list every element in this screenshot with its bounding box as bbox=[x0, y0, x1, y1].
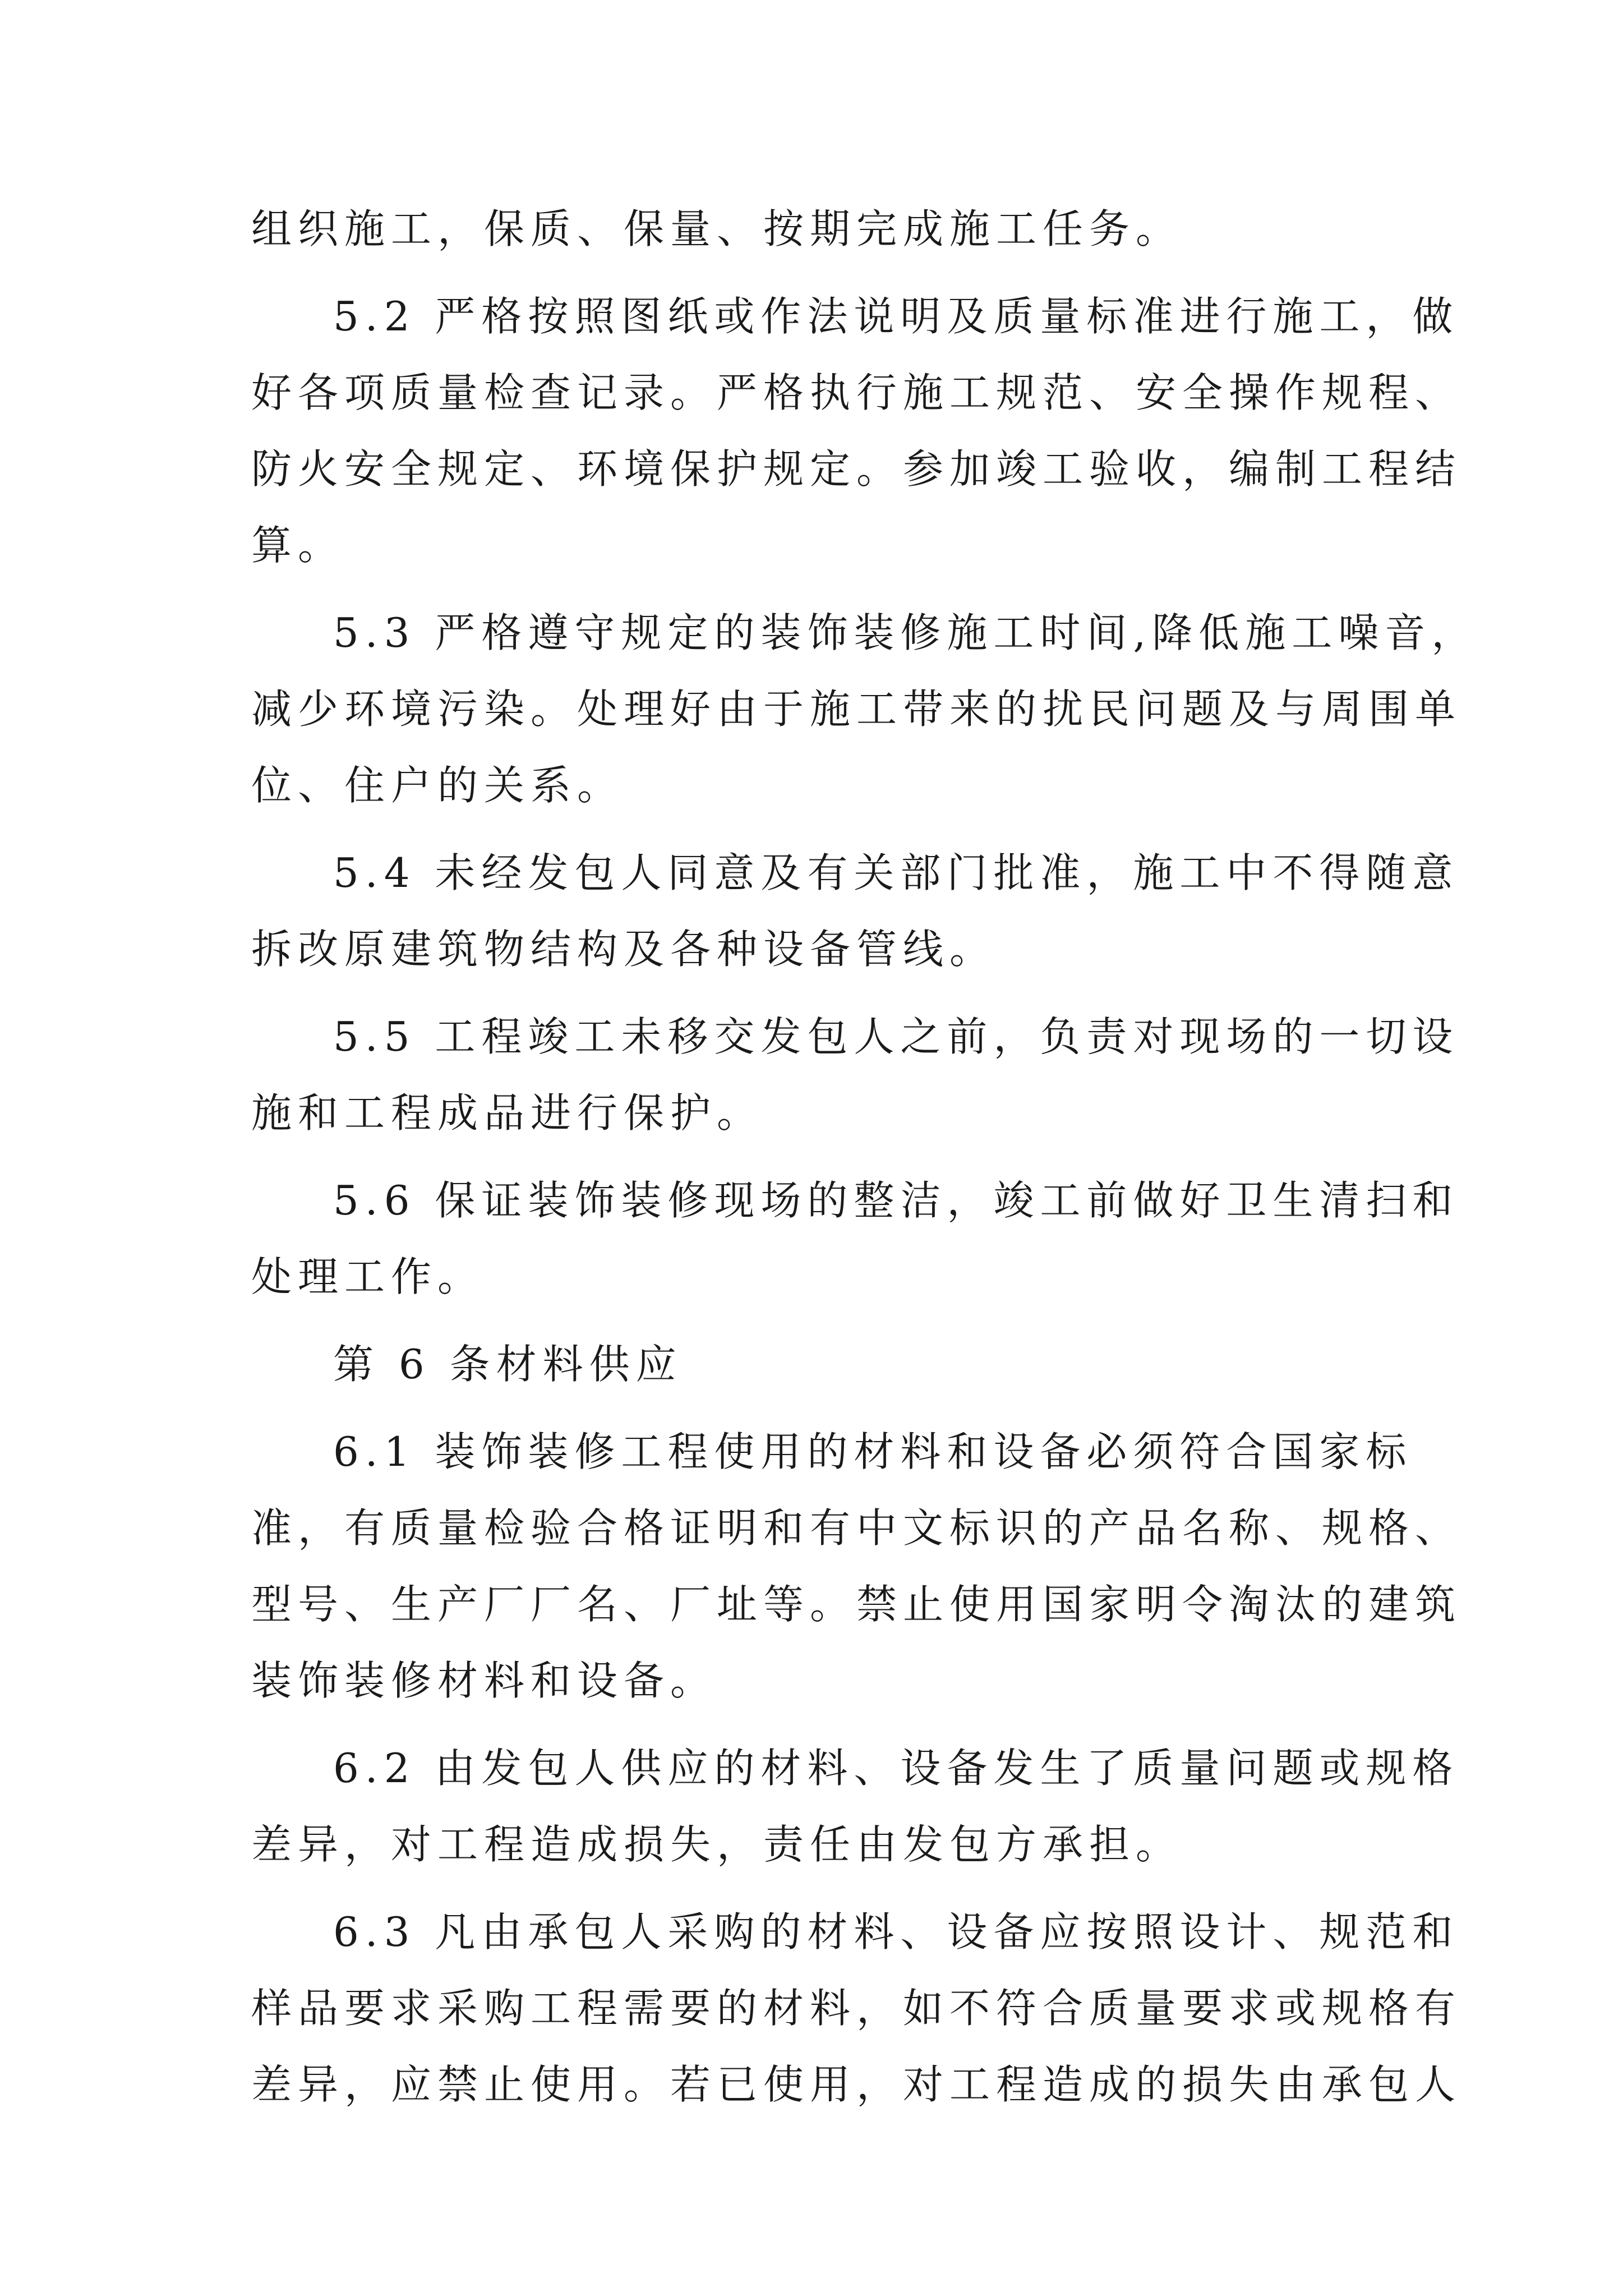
clause-6-3-first-line: 6.3 凡由承包人采购的材料、设备应按照设计、规范和 bbox=[333, 1908, 1459, 1955]
clause-5-3-first-line: 5.3 严格遵守规定的装饰装修施工时间,降低施工噪音， bbox=[333, 609, 1478, 656]
clause-6-1-first-line: 6.1 装饰装修工程使用的材料和设备必须符合国家标 bbox=[333, 1428, 1413, 1475]
text-line: 处理工作。 bbox=[251, 1253, 485, 1300]
text-line: 防火安全规定、环境保护规定。参加竣工验收，编制工程结 bbox=[251, 445, 1462, 493]
text-line: 位、住户的关系。 bbox=[251, 762, 624, 809]
text-line: 准，有质量检验合格证明和有中文标识的产品名称、规格、 bbox=[251, 1504, 1462, 1552]
section-heading: 第 6 条材料供应 bbox=[333, 1341, 683, 1388]
clause-6-2-first-line: 6.2 由发包人供应的材料、设备发生了质量问题或规格 bbox=[333, 1745, 1459, 1792]
text-line: 拆改原建筑物结构及各种设备管线。 bbox=[251, 926, 997, 973]
text-line: 装饰装修材料和设备。 bbox=[251, 1657, 717, 1704]
text-line: 型号、生产厂厂名、厂址等。禁止使用国家明令淘汰的建筑 bbox=[251, 1581, 1462, 1628]
clause-5-6-first-line: 5.6 保证装饰装修现场的整洁，竣工前做好卫生清扫和 bbox=[333, 1177, 1459, 1224]
text-line: 减少环境污染。处理好由于施工带来的扰民问题及与周围单 bbox=[251, 685, 1462, 733]
clause-5-2-first-line: 5.2 严格按照图纸或作法说明及质量标准进行施工，做 bbox=[333, 293, 1459, 340]
text-line: 施和工程成品进行保护。 bbox=[251, 1089, 764, 1137]
text-line: 算。 bbox=[251, 522, 345, 569]
text-line: 样品要求采购工程需要的材料，如不符合质量要求或规格有 bbox=[251, 1985, 1462, 2032]
clause-5-5-first-line: 5.5 工程竣工未移交发包人之前，负责对现场的一切设 bbox=[333, 1013, 1459, 1060]
text-line: 组织施工，保质、保量、按期完成施工任务。 bbox=[251, 205, 1183, 252]
text-line: 差异，对工程造成损失，责任由发包方承担。 bbox=[251, 1821, 1183, 1868]
text-line: 好各项质量检查记录。严格执行施工规范、安全操作规程、 bbox=[251, 369, 1462, 416]
text-line: 差异，应禁止使用。若已使用，对工程造成的损失由承包人 bbox=[251, 2061, 1462, 2108]
clause-5-4-first-line: 5.4 未经发包人同意及有关部门批准，施工中不得随意 bbox=[333, 849, 1459, 896]
document-body bbox=[251, 191, 1478, 2123]
